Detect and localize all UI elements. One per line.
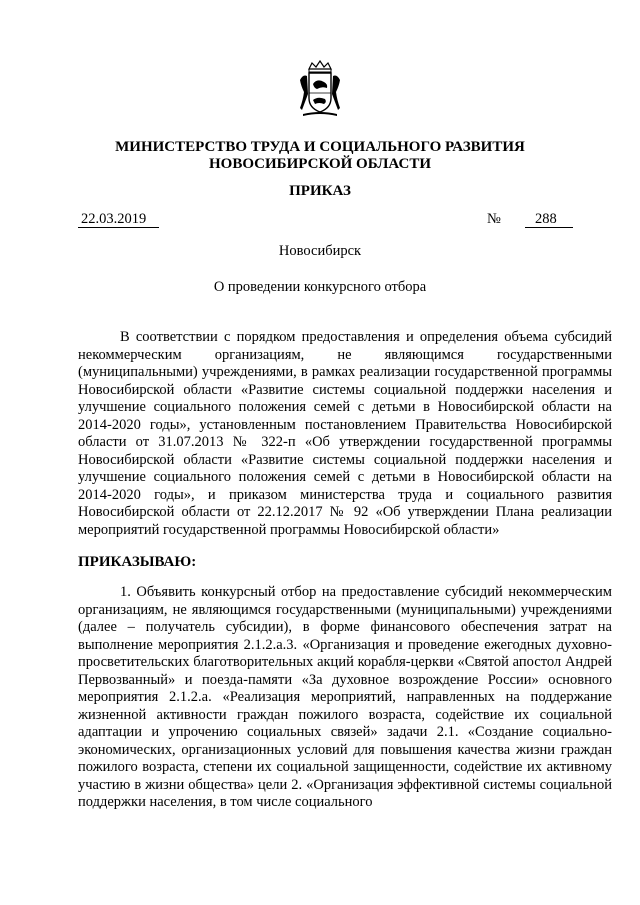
city-name: Новосибирск — [278, 243, 362, 259]
item-1-paragraph: 1. Объявить конкурсный отбор на предоставление субсидий некоммерческим организациям, не являющимся государственными (муниципальными) учреждениями (далее – получатель субсидии), в форме финансового обеспечения затрат на выполнение мероприятия 2.1.2.а.3. «Организация и проведение ежегодных духовно-просветительских благотворительных акций корабля-церкви «Святой апостол Андрей Первозванный» и поезда-памяти «За духовное возрождение России» основного мероприятия 2.1.2.а. «Реализация мероприятий, направленных на поддержание жизненной активности граждан пожилого возраста, содействие их социальной адаптации и упрочению социальных связей» задачи 2.1. «Создание социально-экономических, организационных условий для повышения качества жизни граждан пожилого возраста, степени их социальной защищенности, содействие их активному участию в жизни общества» цели 2. «Организация эффективной системы социальной поддержки населения, в том числе социального — [78, 584, 612, 810]
ministry-name — [0, 139, 640, 173]
coat-of-arms-emblem — [297, 60, 343, 118]
document-date: 22.03.2019 — [78, 211, 159, 228]
ministry-name-line2: НОВОСИБИРСКОЙ ОБЛАСТИ — [208, 156, 432, 172]
ministry-name-line1: МИНИСТЕРСТВО ТРУДА И СОЦИАЛЬНОГО РАЗВИТИЯ — [115, 139, 525, 155]
preamble-paragraph: В соответствии с порядком предоставления и определения объема субсидий некоммерческим организациям, не являющимся государственными (муниципальными) учреждениями, в рамках реализации государственной программы Новосибирской области «Развитие системы социальной поддержки населения и улучшение социального положения семей с детьми в Новосибирской области на 2014-2020 годы», установленным постановлением Правительства Новосибирской области от 31.07.2013 № 322-п «Об утверждении государственной программы Новосибирской области «Развитие системы социальной поддержки населения и улучшение социального положения семей с детьми в Новосибирской области на 2014-2020 годы», и приказом министерства труда и социального развития Новосибирской области от 22.12.2017 № 92 «Об утверждении Плана реализации мероприятий государственной программы Новосибирской области» — [78, 329, 612, 538]
document-number: 288 — [525, 211, 573, 228]
document-type-title: ПРИКАЗ — [289, 183, 351, 199]
number-sign: № — [487, 211, 501, 227]
document-subject: О проведении конкурсного отбора — [213, 279, 427, 295]
directive-heading: ПРИКАЗЫВАЮ: — [78, 554, 197, 570]
